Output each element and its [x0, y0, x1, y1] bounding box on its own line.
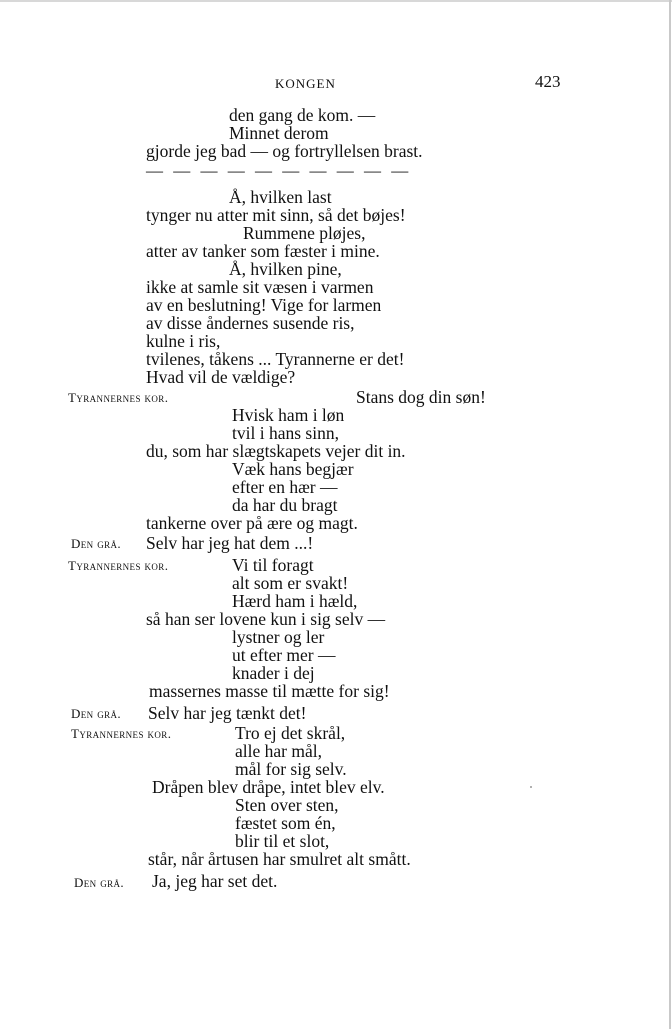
speaker-label: Den grå.	[71, 706, 122, 721]
scan-edge-right	[669, 0, 671, 1029]
verse-line: Hærd ham i hæld,	[232, 591, 358, 611]
verse-line: den gang de kom. —	[229, 105, 376, 125]
verse-line: Selv har jeg hat dem ...!	[146, 533, 314, 553]
verse-line: står, når årtusen har smulret alt smått.	[148, 849, 411, 869]
verse-line: så han ser lovene kun i sig selv —	[146, 609, 386, 629]
verse-line: Ja, jeg har set det.	[152, 871, 278, 891]
verse-line: Stans dog din søn!	[356, 387, 486, 407]
speaker-label: Tyrannernes kor.	[68, 558, 169, 573]
dash-separator: — — — — — — — — — —	[146, 161, 412, 180]
verse-line: Hvisk ham i løn	[232, 405, 345, 425]
verse-line: mål for sig selv.	[235, 759, 347, 779]
verse-line: da har du bragt	[232, 495, 338, 515]
verse-line: Sten over sten,	[235, 795, 339, 815]
verse-line: alle har mål,	[235, 741, 322, 761]
speaker-label: Tyrannernes kor.	[71, 726, 172, 741]
verse-line: Å, hvilken last	[229, 187, 332, 207]
verse-line: alt som er svakt!	[232, 573, 349, 593]
verse-line: Hvad vil de vældige?	[146, 367, 296, 387]
verse-line: gjorde jeg bad — og fortryllelsen brast.	[146, 141, 423, 161]
verse-line: Å, hvilken pine,	[229, 259, 342, 279]
verse-line: Væk hans begjær	[232, 459, 354, 479]
speaker-label: Tyrannernes kor.	[68, 390, 169, 405]
running-head: KONGEN	[275, 76, 336, 91]
verse-line: Vi til foragt	[232, 555, 314, 575]
verse-line: kulne i ris,	[146, 331, 221, 351]
verse-line: lystner og ler	[232, 627, 325, 647]
verse-line: Tro ej det skrål,	[235, 723, 346, 743]
verse-line: ut efter mer —	[232, 645, 336, 665]
verse-line: blir til et slot,	[235, 831, 330, 851]
verse-line: atter av tanker som fæster i mine.	[146, 241, 380, 261]
page-number: 423	[535, 72, 561, 91]
verse-line: ikke at samle sit væsen i varmen	[146, 277, 374, 297]
verse-line: massernes masse til mætte for sig!	[149, 681, 390, 701]
scan-speck	[530, 786, 532, 788]
verse-line: av disse åndernes susende ris,	[146, 313, 355, 333]
verse-line: tvilenes, tåkens ... Tyrannerne er det!	[146, 349, 405, 369]
verse-line: tynger nu atter mit sinn, så det bøjes!	[146, 205, 406, 225]
scan-edge-top	[0, 0, 672, 2]
verse-line: Dråpen blev dråpe, intet blev elv.	[152, 777, 385, 797]
verse-line: fæstet som én,	[235, 813, 336, 833]
verse-line: efter en hær —	[232, 477, 338, 497]
verse-line: Minnet derom	[229, 123, 329, 143]
speaker-label: Den grå.	[71, 536, 122, 551]
verse-line: tankerne over på ære og magt.	[146, 513, 358, 533]
verse-line: du, som har slægtskapets vejer dit in.	[146, 441, 406, 461]
speaker-label: Den grå.	[74, 875, 125, 890]
verse-line: Selv har jeg tænkt det!	[148, 703, 307, 723]
verse-line: Rummene pløjes,	[243, 223, 366, 243]
verse-line: knader i dej	[232, 663, 315, 683]
verse-line: tvil i hans sinn,	[232, 423, 339, 443]
verse-line: av en beslutning! Vige for larmen	[146, 295, 382, 315]
